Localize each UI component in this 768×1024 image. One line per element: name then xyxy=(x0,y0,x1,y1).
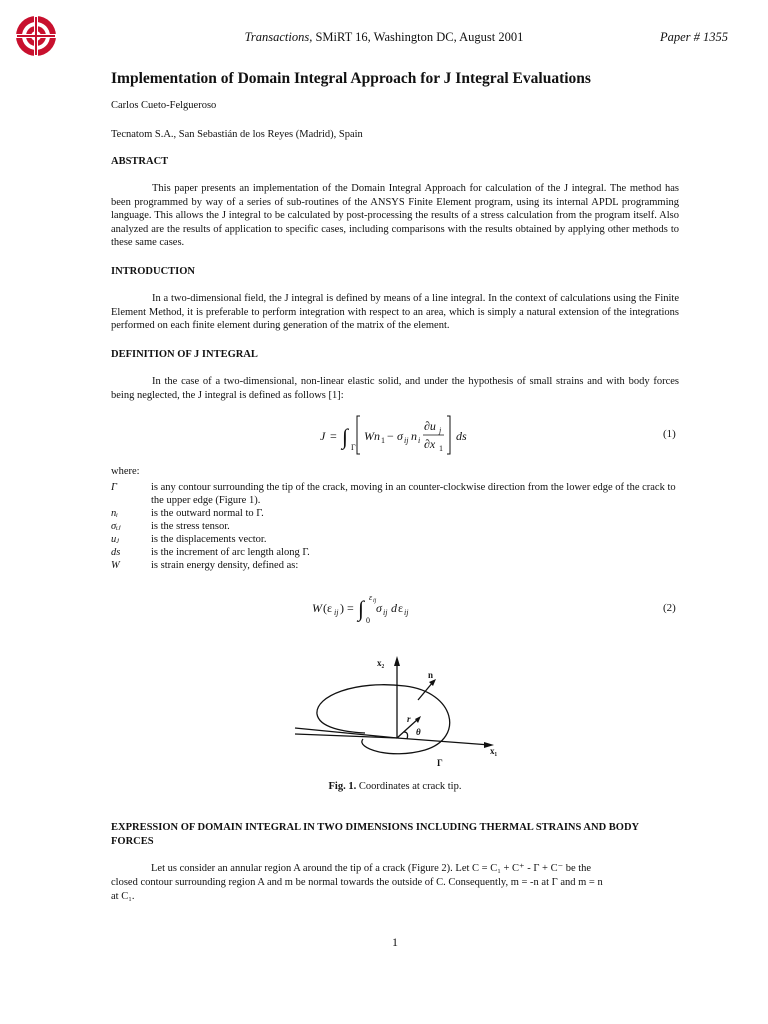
svg-text:∂x: ∂x xyxy=(424,437,436,451)
svg-text:∫: ∫ xyxy=(342,424,349,449)
gamma-label: Γ xyxy=(437,758,443,768)
symbol: W xyxy=(111,560,120,571)
introduction-heading: INTRODUCTION xyxy=(111,266,196,277)
figure-caption-text: Coordinates at crack tip. xyxy=(358,781,462,792)
equation-1 xyxy=(320,410,480,458)
page-number: 1 xyxy=(392,935,398,949)
abstract-heading: ABSTRACT xyxy=(111,156,169,167)
svg-text:0: 0 xyxy=(366,616,370,625)
affiliation: Tecnatom S.A., San Sebastián de los Reyes (Madrid), Spain xyxy=(111,129,363,140)
definition-heading: DEFINITION OF J INTEGRAL xyxy=(111,349,258,360)
conference-details: SMiRT 16, Washington DC, August 2001 xyxy=(315,30,524,44)
svg-text:Wn: Wn xyxy=(364,429,380,443)
definition-row xyxy=(111,481,677,507)
svg-text:=: = xyxy=(330,429,337,443)
domain-text-line-2: closed contour surrounding region A and m be normal towards the outside of C. Consequently, m = -n at Γ and m = n xyxy=(111,877,603,888)
svg-text:n: n xyxy=(411,429,417,443)
svg-text:∂u: ∂u xyxy=(424,419,436,433)
svg-text:σ: σ xyxy=(397,429,403,443)
symbol: nᵢ xyxy=(111,508,118,519)
symbol-description: is strain energy density, defined as: xyxy=(151,560,299,571)
symbol: ds xyxy=(111,547,121,558)
definition-row xyxy=(111,507,677,520)
author: Carlos Cueto-Felgueroso xyxy=(111,100,217,111)
normal-vector xyxy=(418,682,433,700)
svg-text:J: J xyxy=(320,429,326,443)
symbol-description: is the increment of arc length along Γ. xyxy=(151,547,310,558)
theta-label: θ xyxy=(416,727,421,737)
conference-header xyxy=(0,30,768,45)
x2-arrowhead xyxy=(394,656,400,666)
definition-row xyxy=(111,546,677,559)
symbol: Γ xyxy=(111,482,117,493)
n-label: n xyxy=(428,670,434,680)
conference-name-italic: Transactions, xyxy=(244,30,313,44)
x2-label: x₂ xyxy=(377,658,385,668)
svg-text:Γ: Γ xyxy=(351,443,356,452)
svg-text:) =: ) = xyxy=(340,601,354,615)
contour-gamma xyxy=(317,685,450,754)
x1-label: x₁ xyxy=(490,746,498,756)
abstract-text: This paper presents an implementation of the Domain Integral Approach for calculation of the J integral. The method has been programmed by way of a series of sub-routines of the ANSYS Finite Element program, using its internal APDL programming language. This allows the J integral to be calculated by post-processing the results of a stress calculation from the program itself. Also analyzed are the results of application to specific cases, including comparisons with the results obtained by applying other methods to these same cases. xyxy=(111,183,679,248)
figure-crack-tip xyxy=(285,652,515,772)
svg-text:ds: ds xyxy=(456,429,467,443)
introduction-text: In a two-dimensional field, the J integral is defined by means of a line integral. In the context of calculations using the Finite Element Method, it is preferable to perform integration with respect to an area, which is simply a natural extension of the integrations performed on each finite element during generation of the matrix of the element. xyxy=(111,293,679,331)
symbol: uⱼ xyxy=(111,534,120,545)
svg-text:i: i xyxy=(418,436,421,445)
r-label: r xyxy=(407,714,411,724)
svg-text:(ε: (ε xyxy=(323,601,333,615)
definition-text: In the case of a two-dimensional, non-linear elastic solid, and under the hypothesis of small strains and with body forces being neglected, the J integral is defined as follows [1]: xyxy=(111,376,679,401)
svg-text:ε: ε xyxy=(369,593,373,602)
svg-text:ij: ij xyxy=(404,436,409,445)
symbol: σᵢⱼ xyxy=(111,521,121,532)
domain-text-line-1: Let us consider an annular region A around the tip of a crack (Figure 2). Let C = C₁ + C⁺ - Γ + C⁻ be the xyxy=(151,863,592,874)
svg-text:W: W xyxy=(312,601,322,615)
definition-row xyxy=(111,559,677,572)
svg-text:ij: ij xyxy=(373,598,377,604)
svg-text:1: 1 xyxy=(439,444,443,453)
domain-integral-heading: EXPRESSION OF DOMAIN INTEGRAL IN TWO DIMENSIONS INCLUDING THERMAL STRAINS AND BODY FORCES xyxy=(111,822,639,847)
equation-2-number: (2) xyxy=(663,602,676,614)
symbol-description: is the displacements vector. xyxy=(151,534,267,545)
figure-1-caption xyxy=(0,781,768,792)
svg-text:∫: ∫ xyxy=(358,596,365,621)
svg-text:ij: ij xyxy=(404,608,409,617)
definition-row xyxy=(111,520,677,533)
symbol-description: is any contour surrounding the tip of the crack, moving in an counter-clockwise direction from the lower edge of the crack to the upper edge (Figure 1). xyxy=(151,482,676,506)
symbol-description: is the outward normal to Γ. xyxy=(151,508,264,519)
equation-2 xyxy=(312,592,442,626)
svg-text:ij: ij xyxy=(383,608,388,617)
domain-text-line-3: at C₁. xyxy=(111,891,135,902)
symbol-definitions xyxy=(111,481,677,572)
svg-text:j: j xyxy=(439,426,442,435)
svg-text:ij: ij xyxy=(334,608,339,617)
svg-text:−: − xyxy=(387,429,394,443)
definition-row xyxy=(111,533,677,546)
svg-text:d: d xyxy=(391,601,397,615)
symbol-description: is the stress tensor. xyxy=(151,521,230,532)
where-label: where: xyxy=(111,466,140,477)
svg-text:1: 1 xyxy=(381,436,385,445)
svg-text:ε: ε xyxy=(398,601,404,615)
svg-text:σ: σ xyxy=(376,601,382,615)
figure-label: Fig. 1. xyxy=(328,781,357,792)
equation-1-number: (1) xyxy=(663,428,676,440)
paper-title: Implementation of Domain Integral Approach for J Integral Evaluations xyxy=(111,70,591,87)
paper-number: Paper # 1355 xyxy=(659,30,728,44)
r-arrowhead xyxy=(415,716,421,723)
